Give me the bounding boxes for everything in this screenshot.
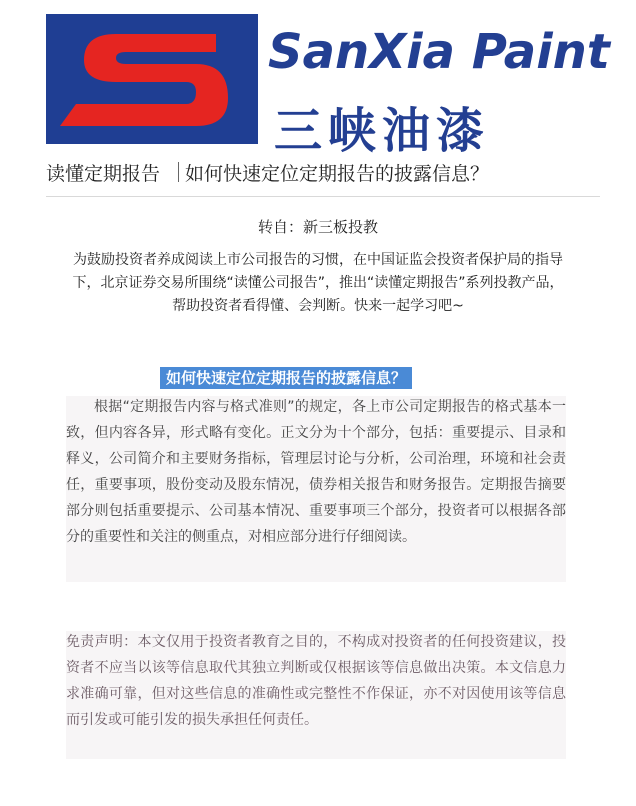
body-paragraph: 根据“定期报告内容与格式准则”的规定，各上市公司定期报告的格式基本一致，但内容各异，形式略有变化。正文分为十个部分，包括：重要提示、目录和释义，公司简介和主要财务指标，管理层讨论与分析，公司治理，环境和社会责任，重要事项，股份变动及股东情况，债券相关报告和财务报告。定期报告摘要部分则包括重要提示、公司基本情况、重要事项三个部分，投资者可以根据各部分的重要性和关注的侧重点，对相应部分进行仔细阅读。 <box>66 399 566 545</box>
title-divider <box>178 162 179 182</box>
brand-name-cn: 三峡油漆 <box>274 103 491 159</box>
intro-paragraph: 为鼓励投资者养成阅读上市公司报告的习惯，在中国证监会投资者保护局的指导下，北京证券交易所围绕“读懂公司报告”，推出“读懂定期报告”系列投教产品，帮助投资者看得懂、会判断。快来一起学习吧~ <box>72 252 564 314</box>
company-banner <box>46 14 620 159</box>
category-label: 读懂定期报告 <box>46 162 161 185</box>
title-underline <box>46 196 600 197</box>
repost-source: 转自：新三板投教 <box>257 218 378 236</box>
article-title-bar <box>46 155 606 189</box>
section-heading: 如何快速定位定期报告的披露信息？ <box>160 367 412 389</box>
disclaimer-text: 免责声明：本文仅用于投资者教育之目的，不构成对投资者的任何投资建议，投资者不应当以该等信息取代其独立判断或仅根据该等信息做出决策。本文信息力求准确可靠，但对这些信息的准确性或完整性不作保证，亦不对因使用该等信息而引发或可能引发的损失承担任何责任。 <box>66 634 566 728</box>
brand-name-en: SanXia Paint <box>268 24 610 80</box>
sanxia-s-logo-icon <box>46 14 258 144</box>
article-title: 如何快速定位定期报告的披露信息？ <box>185 162 490 185</box>
